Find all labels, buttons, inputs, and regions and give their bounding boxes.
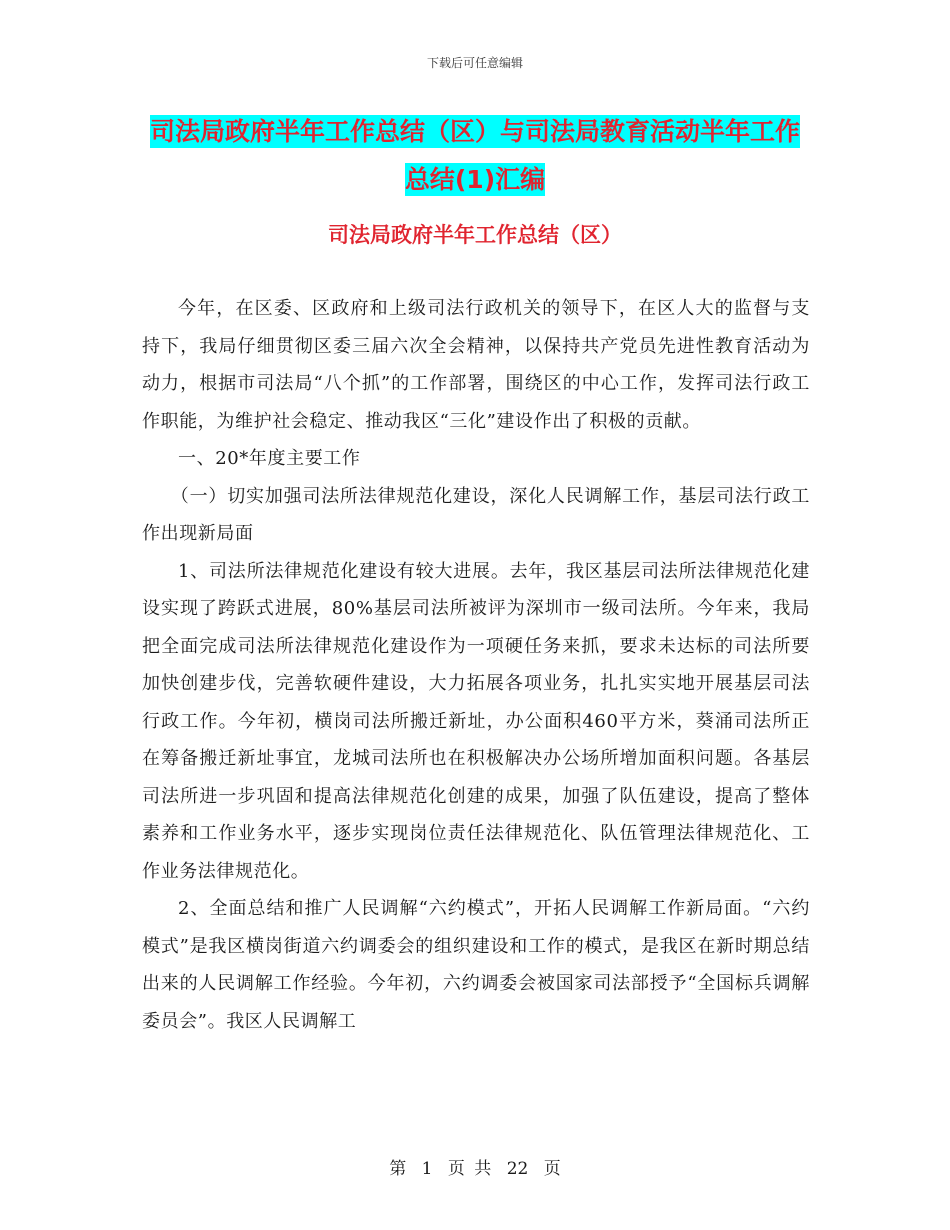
paragraph-item-2: 2、全面总结和推广人民调解“六约模式”，开拓人民调解工作新局面。“六约模式”是我区横岗街道六约调委会的组织建设和工作的模式，是我区在新时期总结出来的人民调解工作经验。今年初，六约调委会被国家司法部授予“全国标兵调解委员会”。我区人民调解工 — [142, 898, 810, 1032]
footer-total-pages: 22 — [506, 1159, 529, 1179]
body-text — [142, 290, 810, 1040]
paragraph-item-1: 1、司法所法律规范化建设有较大进展。去年，我区基层司法所法律规范化建设实现了跨跃式进展，80%基层司法所被评为深圳市一级司法所。今年来，我局把全面完成司法所法律规范化建设作为一项硬任务来抓，要求未达标的司法所要加快创建步伐，完善软硬件建设，大力拓展各项业务，扎扎实实地开展基层司法行政工作。今年初，横岗司法所搬迁新址，办公面积460平方米，葵涌司法所正在筹备搬迁新址事宜，龙城司法所也在积极解决办公场所增加面积问题。各基层司法所进一步巩固和提高法律规范化创建的成果，加强了队伍建设，提高了整体素养和工作业务水平，逐步实现岗位责任法律规范化、队伍管理法律规范化、工作业务法律规范化。 — [142, 560, 810, 882]
footer-middle: 页 共 — [447, 1159, 492, 1179]
paragraph-intro: 今年，在区委、区政府和上级司法行政机关的领导下，在区人大的监督与支持下，我局仔细贯彻区委三届六次全会精神，以保持共产党员先进性教育活动为动力，根据市司法局“八个抓”的工作部署，围绕区的中心工作，发挥司法行政工作职能，为维护社会稳定、推动我区“三化”建设作出了积极的贡献。 — [142, 298, 810, 432]
paragraph-subheading-1: （一）切实加强司法所法律规范化建设，深化人民调解工作，基层司法行政工作出现新局面 — [142, 485, 810, 544]
document-title-text: 司法局政府半年工作总结（区）与司法局教育活动半年工作总结(1)汇编 — [149, 117, 800, 194]
page-footer — [0, 1154, 950, 1179]
footer-prefix: 第 — [389, 1159, 407, 1179]
header-note: 下载后可任意编辑 — [426, 56, 523, 70]
document-title — [140, 108, 810, 204]
paragraph-heading-1: 一、20*年度主要工作 — [178, 448, 361, 469]
footer-page-number: 1 — [421, 1159, 433, 1179]
footer-suffix: 页 — [543, 1159, 561, 1179]
section-title: 司法局政府半年工作总结（区） — [328, 223, 622, 247]
